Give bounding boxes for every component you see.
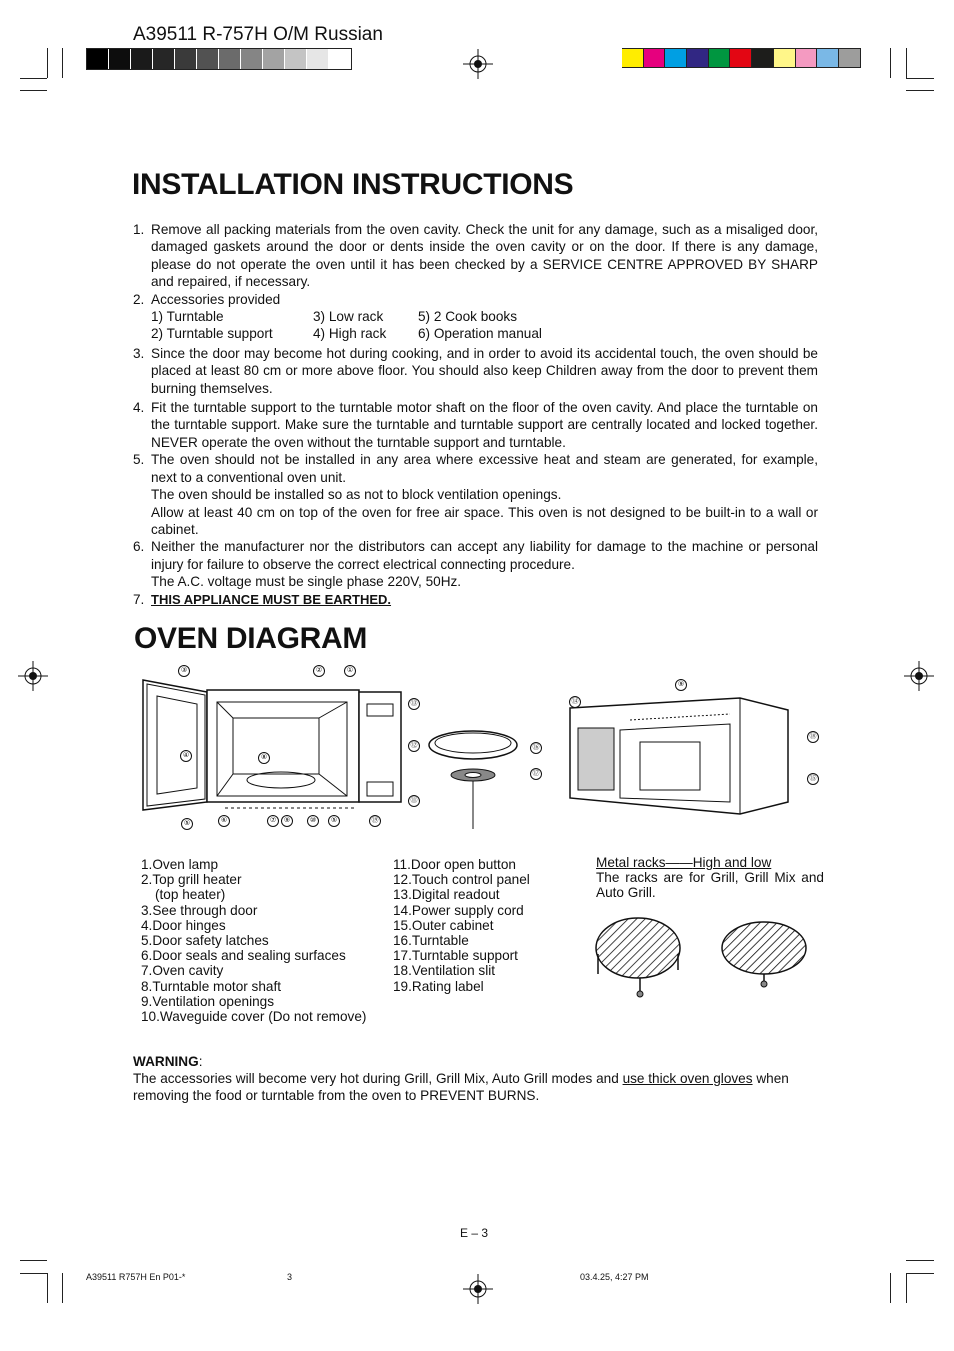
callout-marker: ⑬ [408, 698, 420, 710]
racks-heading: Metal racks——High and low [596, 855, 772, 870]
grey-swatch-bar [86, 48, 352, 70]
callout-marker: ⑧ [258, 752, 270, 764]
crop-mark [906, 1260, 934, 1261]
callout-marker: ⑤ [328, 815, 340, 827]
grey-swatch [175, 49, 197, 69]
grey-swatch [241, 49, 263, 69]
grey-swatch [219, 49, 241, 69]
registration-mark-icon [904, 661, 934, 691]
color-swatch [817, 48, 839, 68]
crop-mark [890, 1273, 891, 1303]
callout-marker: ⑥ [218, 815, 230, 827]
callout-marker: ⑨ [675, 679, 687, 691]
crop-mark [20, 78, 47, 79]
turntable-illustration [425, 725, 525, 835]
list-item: 1. Remove all packing materials from the oven cavity. Check the unit for any damage, such as a misaliged door, damaged gaskets around the door or dents inside the oven cavity or on the door. If there is any damage, please do not operate the oven until it has been checked by a SERVICE CENTRE APPROVED BY SHARP and repaired, if necessary. [133, 222, 818, 290]
parts-list-right [393, 857, 530, 994]
grey-swatch [153, 49, 175, 69]
list-item: 5. The oven should not be installed in any area where excessive heat and steam are generated, for example, next to a conventional oven unit. The oven should be installed so as not to block ventilation openings. Allow at least 40 cm on top of the oven for free air space. This oven is not designed to be built-in to a wall or cabinet. [133, 452, 818, 537]
warning-label: WARNING: [133, 1054, 203, 1069]
callout-marker: ② [313, 665, 325, 677]
list-item: 3.See through door [141, 902, 258, 918]
list-item: 16.Turntable [393, 933, 469, 949]
footer-file: A39511 R757H En P01-* [86, 1272, 186, 1282]
callout-marker: ⑩ [307, 815, 319, 827]
callout-marker: ① [344, 665, 356, 677]
page-number: E – 3 [460, 1226, 489, 1240]
warning-text: The accessories will become very hot during Grill, Grill Mix, Auto Grill modes and use thick oven gloves when removing the food or turntable from the oven to PREVENT BURNS. [133, 1071, 789, 1104]
registration-mark-icon [18, 661, 48, 691]
list-item: 13.Digital readout [393, 887, 500, 903]
grey-swatch [263, 49, 285, 69]
list-item: 11.Door open button [393, 857, 516, 872]
grey-swatch [109, 49, 131, 69]
callout-marker: ⑱ [807, 731, 819, 743]
callout-marker: ⑤ [181, 818, 193, 830]
list-item: 18.Ventilation slit [393, 963, 496, 979]
metal-racks-illustration [590, 914, 810, 1000]
color-swatch [709, 48, 731, 68]
callout-marker: ⑯ [530, 742, 542, 754]
callout-marker: ④ [180, 750, 192, 762]
callout-marker: ⑮ [807, 773, 819, 785]
crop-mark [20, 90, 47, 91]
color-swatch [644, 48, 666, 68]
oven-diagram-title: OVEN DIAGRAM [134, 622, 368, 655]
list-item: 10.Waveguide cover (Do not remove) [141, 1009, 367, 1025]
callout-marker: ⑫ [408, 740, 420, 752]
accessories-grid: 1) Turntable 3) Low rack 5) 2 Cook books 2) Turntable support 4) High rack 6) Operation manual [151, 309, 542, 342]
callout-marker: ⑦ [267, 815, 279, 827]
callout-marker: ⑰ [530, 768, 542, 780]
list-item: 2.Top grill heater [141, 872, 242, 888]
warning-block [133, 1053, 823, 1105]
grey-swatch [87, 49, 109, 69]
callout-marker: ⑨ [281, 815, 293, 827]
crop-mark [20, 1273, 47, 1274]
color-swatch [752, 48, 774, 68]
color-swatch-bar [622, 48, 861, 68]
color-swatch [796, 48, 818, 68]
color-swatch [622, 48, 644, 68]
list-item: 6. Neither the manufacturer nor the distributors can accept any liability for damage to the machine or personal injury for failure to observe the correct electrical connecting procedure. The A.C. voltage must be single phase 220V, 50Hz. [133, 539, 818, 590]
footer-page: 3 [287, 1272, 293, 1282]
crop-mark [906, 1273, 934, 1274]
list-item: 19.Rating label [393, 978, 484, 994]
oven-rear-illustration [560, 690, 800, 815]
list-item: 1.Oven lamp [141, 857, 219, 872]
list-item: 7. THIS APPLIANCE MUST BE EARTHED. [133, 591, 392, 607]
color-swatch [687, 48, 709, 68]
document-header: A39511 R-757H O/M Russian [133, 24, 383, 45]
callout-marker: ⑲ [369, 815, 381, 827]
grey-swatch [329, 49, 351, 69]
crop-mark [906, 90, 934, 91]
parts-list-left [141, 857, 366, 1024]
list-item: 6.Door seals and sealing surfaces [141, 948, 346, 964]
racks-description: The racks are for Grill, Grill Mix and Auto Grill. [596, 870, 824, 901]
list-item: 4. Fit the turntable support to the turntable motor shaft on the floor of the oven cavity. And place the turntable on the turntable support. Make sure the turntable and turntable support are centrally located and locked together. NEVER operate the oven without the turntable support and turntable. [133, 400, 818, 450]
crop-mark [906, 1273, 907, 1303]
grey-swatch [197, 49, 219, 69]
installation-title: INSTALLATION INSTRUCTIONS [132, 168, 574, 201]
list-item: 3. Since the door may become hot during cooking, and in order to avoid its accidental touch, the oven should be placed at least 80 cm or more above floor. You should also keep Children away from the door to prevent them burning themselves. [133, 345, 818, 396]
color-swatch [839, 48, 861, 68]
list-item: 17.Turntable support [393, 948, 518, 964]
crop-mark [906, 78, 934, 79]
registration-mark-icon [463, 1274, 493, 1304]
callout-marker: ③ [178, 665, 190, 677]
crop-mark [62, 48, 63, 78]
list-item: 4.Door hinges [141, 917, 226, 933]
metal-racks-note [596, 855, 824, 901]
grey-swatch [131, 49, 153, 69]
crop-mark [62, 1273, 63, 1303]
oven-front-illustration [135, 662, 435, 832]
list-item: 5.Door safety latches [141, 933, 269, 949]
grey-swatch [285, 49, 307, 69]
list-item: (top heater) [155, 887, 226, 903]
list-item: 8.Turntable motor shaft [141, 978, 282, 994]
crop-mark [906, 48, 907, 78]
installation-list [133, 221, 818, 608]
footer-date: 03.4.25, 4:27 PM [580, 1272, 649, 1282]
crop-mark [47, 1273, 48, 1303]
grey-swatch [307, 49, 329, 69]
color-swatch [730, 48, 752, 68]
crop-mark [20, 1260, 47, 1261]
color-swatch [774, 48, 796, 68]
crop-mark [890, 48, 891, 78]
callout-marker: ⑭ [569, 696, 581, 708]
crop-mark [47, 48, 48, 78]
list-item: 15.Outer cabinet [393, 917, 494, 933]
color-swatch [665, 48, 687, 68]
callout-marker: ⑪ [408, 795, 420, 807]
list-item: 7.Oven cavity [141, 963, 224, 979]
list-item: 12.Touch control panel [393, 872, 530, 888]
registration-mark-icon [463, 49, 493, 79]
list-item: 14.Power supply cord [393, 902, 524, 918]
list-item: 2. Accessories provided 1) Turntable 3) Low rack 5) 2 Cook books 2) Turntable support 4) High rack 6) Operation manual [133, 291, 818, 343]
list-item: 9.Ventilation openings [141, 993, 275, 1009]
